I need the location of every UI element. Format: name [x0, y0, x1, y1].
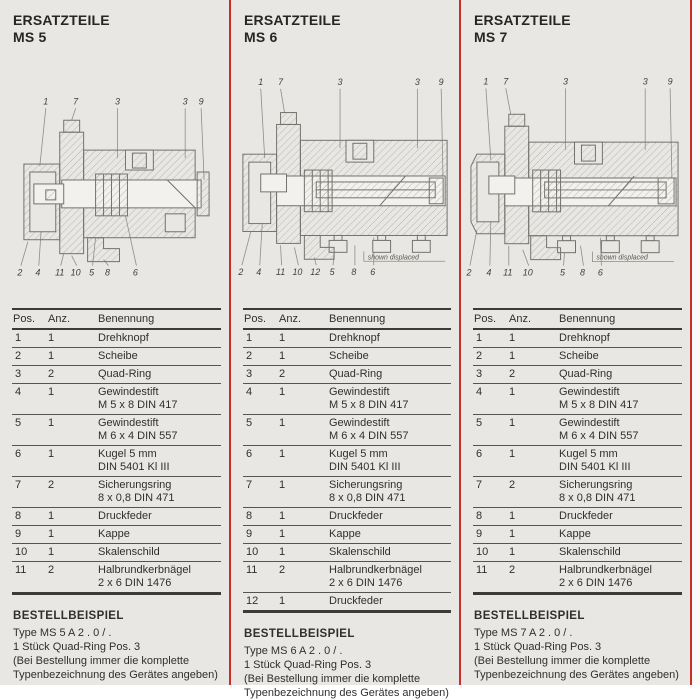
part-name: Gewindestift	[559, 417, 620, 429]
cell-benennung	[98, 526, 221, 544]
cell-benennung	[98, 366, 221, 384]
order-example-line: 1 Stück Quad-Ring Pos. 3	[244, 659, 372, 671]
displaced-note: shown displaced	[367, 254, 419, 262]
table-row	[243, 544, 451, 562]
column-ms7	[461, 0, 690, 685]
cell-anz: 1	[48, 508, 98, 526]
part-name: Drehknopf	[559, 332, 610, 344]
cell-anz: 2	[279, 562, 329, 593]
table-row	[243, 329, 451, 348]
cell-benennung	[559, 562, 682, 594]
callout-label: 1	[258, 76, 264, 87]
cell-benennung	[559, 415, 682, 446]
table-row	[473, 366, 682, 384]
cell-pos: 10	[12, 544, 48, 562]
cell-benennung	[329, 593, 451, 612]
part-spec: M 6 x 4 DIN 557	[98, 430, 178, 442]
cell-pos: 3	[473, 366, 509, 384]
cell-benennung	[559, 384, 682, 415]
part-spec: DIN 5401 Kl III	[98, 461, 170, 473]
table-header-row	[243, 309, 451, 329]
cell-anz: 1	[279, 526, 329, 544]
part-name: Kugel 5 mm	[559, 448, 618, 460]
table-row	[243, 446, 451, 477]
section-title: ERSATZTEILE	[474, 12, 571, 28]
part-spec: M 6 x 4 DIN 557	[329, 430, 409, 442]
callout-label: 11	[55, 267, 65, 278]
cross-section-body	[24, 120, 209, 261]
part-name: Halbrundkerbnägel	[98, 564, 191, 576]
callout-label: 6	[370, 267, 376, 278]
cell-benennung	[329, 446, 451, 477]
cell-anz: 1	[509, 446, 559, 477]
order-example-line: Type MS 7 A 2 . 0 / .	[474, 627, 573, 639]
col-header-anz: Anz.	[48, 309, 98, 329]
callout-label: 5	[560, 267, 566, 278]
cell-anz: 1	[509, 329, 559, 348]
cell-benennung	[329, 562, 451, 593]
section-subtitle: MS 7	[474, 29, 508, 45]
col-header-anz: Anz.	[509, 309, 559, 329]
order-example-ms6	[244, 627, 449, 700]
callout-label: 8	[351, 267, 357, 278]
column-ms6	[231, 0, 459, 699]
callout-label: 9	[438, 76, 444, 87]
table-row	[12, 329, 221, 348]
callout-label: 11	[275, 267, 286, 278]
part-spec: 2 x 6 DIN 1476	[329, 577, 403, 589]
table-row	[243, 526, 451, 544]
callout-label: 2	[238, 267, 244, 278]
callout-label: 4	[486, 267, 492, 278]
table-row	[12, 562, 221, 594]
callout-label: 6	[597, 267, 603, 278]
order-example-line: Typenbezeichnung des Gerätes angeben)	[13, 669, 218, 681]
section-header-ms7	[474, 12, 680, 46]
section-title: ERSATZTEILE	[244, 12, 341, 28]
cell-benennung	[98, 415, 221, 446]
cell-pos: 5	[473, 415, 509, 446]
part-name: Sicherungsring	[329, 479, 403, 491]
part-name: Quad-Ring	[559, 368, 613, 380]
cell-benennung	[559, 508, 682, 526]
table-row	[473, 477, 682, 508]
part-name: Gewindestift	[329, 386, 390, 398]
callout-label: 7	[73, 96, 79, 107]
cell-pos: 1	[473, 329, 509, 348]
col-header-benennung: Benennung	[559, 309, 682, 329]
technical-drawing-ms6	[231, 48, 459, 304]
callout-label: 7	[278, 76, 284, 87]
cell-benennung	[329, 384, 451, 415]
table-row	[12, 526, 221, 544]
col-header-pos: Pos.	[243, 309, 279, 329]
cell-anz: 1	[279, 508, 329, 526]
part-name: Drehknopf	[98, 332, 149, 344]
part-name: Kappe	[559, 528, 591, 540]
cell-benennung	[559, 348, 682, 366]
part-name: Gewindestift	[329, 417, 390, 429]
cell-anz: 2	[509, 366, 559, 384]
order-example-line: Type MS 5 A 2 . 0 / .	[13, 627, 112, 639]
part-name: Druckfeder	[98, 510, 152, 522]
order-example-line: Type MS 6 A 2 . 0 / .	[244, 645, 343, 657]
part-name: Quad-Ring	[329, 368, 383, 380]
cell-pos: 6	[473, 446, 509, 477]
cell-pos: 4	[243, 384, 279, 415]
cell-anz: 1	[509, 508, 559, 526]
cell-benennung	[329, 366, 451, 384]
table-header-row	[473, 309, 682, 329]
cell-pos: 6	[12, 446, 48, 477]
part-name: Kappe	[329, 528, 361, 540]
callout-label: 10	[70, 267, 81, 278]
cell-anz: 1	[279, 348, 329, 366]
part-spec: M 5 x 8 DIN 417	[98, 399, 178, 411]
cell-pos: 1	[243, 329, 279, 348]
callout-label: 3	[414, 76, 420, 87]
order-example-heading: BESTELLBEISPIEL	[474, 610, 585, 622]
cell-anz: 1	[279, 477, 329, 508]
col-header-benennung: Benennung	[329, 309, 451, 329]
callout-label: 9	[198, 96, 204, 107]
cell-pos: 11	[243, 562, 279, 593]
cell-anz: 1	[279, 415, 329, 446]
order-example-ms7	[474, 609, 680, 682]
cell-pos: 2	[473, 348, 509, 366]
callout-label: 11	[503, 267, 513, 278]
order-example-line: (Bei Bestellung immer die komplette	[244, 673, 421, 685]
section-title: ERSATZTEILE	[13, 12, 110, 28]
cell-pos: 5	[12, 415, 48, 446]
cross-section-body	[243, 113, 447, 260]
callout-label: 3	[182, 96, 188, 107]
section-subtitle: MS 6	[244, 29, 278, 45]
callout-label: 3	[337, 76, 343, 87]
cell-anz: 2	[48, 366, 98, 384]
order-example-line: (Bei Bestellung immer die komplette	[474, 655, 651, 667]
cell-anz: 1	[48, 384, 98, 415]
table-row	[12, 384, 221, 415]
cell-benennung	[559, 329, 682, 348]
table-row	[243, 384, 451, 415]
col-header-anz: Anz.	[279, 309, 329, 329]
table-row	[243, 477, 451, 508]
cell-pos: 11	[15, 564, 27, 576]
table-row	[12, 366, 221, 384]
callout-label: 3	[114, 96, 120, 107]
table-row	[473, 348, 682, 366]
part-name: Skalenschild	[559, 546, 621, 558]
displaced-note: shown displaced	[596, 254, 648, 262]
cell-anz: 1	[48, 446, 98, 477]
callout-label: 4	[35, 267, 41, 278]
order-example-line: (Bei Bestellung immer die komplette	[13, 655, 190, 667]
parts-table-ms5	[12, 308, 221, 595]
cell-pos: 9	[12, 526, 48, 544]
cell-benennung	[98, 446, 221, 477]
cell-pos: 12	[246, 595, 259, 607]
part-spec: 8 x 0,8 DIN 471	[329, 492, 406, 504]
table-row	[473, 526, 682, 544]
callout-label: 7	[503, 76, 509, 87]
section-subtitle: MS 5	[13, 29, 47, 45]
cell-benennung	[98, 508, 221, 526]
cell-pos: 7	[473, 477, 509, 508]
cell-anz: 1	[48, 415, 98, 446]
cell-pos: 8	[12, 508, 48, 526]
cell-pos: 9	[243, 526, 279, 544]
order-example-heading: BESTELLBEISPIEL	[13, 610, 124, 622]
cell-anz: 1	[279, 595, 286, 607]
part-spec: DIN 5401 Kl III	[329, 461, 401, 473]
part-name: Gewindestift	[98, 386, 159, 398]
cell-pos: 4	[473, 384, 509, 415]
table-row	[473, 415, 682, 446]
column-ms5	[0, 0, 229, 685]
cell-anz: 1	[48, 348, 98, 366]
table-row	[243, 562, 451, 593]
callout-label: 6	[132, 267, 138, 278]
cell-pos: 5	[243, 415, 279, 446]
cell-anz: 2	[279, 366, 329, 384]
table-row	[473, 544, 682, 562]
cell-anz: 1	[509, 544, 559, 562]
cell-anz: 1	[509, 348, 559, 366]
part-spec: M 5 x 8 DIN 417	[329, 399, 409, 411]
cell-anz: 1	[48, 329, 98, 348]
part-name: Gewindestift	[559, 386, 620, 398]
part-spec: DIN 5401 Kl III	[559, 461, 631, 473]
cell-benennung	[98, 562, 221, 594]
part-name: Scheibe	[329, 350, 369, 362]
technical-drawing-ms7	[461, 48, 690, 304]
cell-benennung	[329, 348, 451, 366]
cell-benennung	[559, 477, 682, 508]
part-name: Halbrundkerbnägel	[329, 564, 422, 576]
part-name: Skalenschild	[329, 546, 391, 558]
callout-label: 12	[310, 267, 321, 278]
cell-pos: 10	[473, 544, 509, 562]
section-header-ms5	[13, 12, 219, 46]
part-name: Scheibe	[559, 350, 599, 362]
col-header-pos: Pos.	[473, 309, 509, 329]
cell-anz: 1	[48, 544, 98, 562]
callout-label: 3	[563, 76, 569, 87]
part-name: Sicherungsring	[98, 479, 172, 491]
callout-label: 1	[43, 96, 49, 107]
col-header-benennung: Benennung	[98, 309, 221, 329]
order-example-line: 1 Stück Quad-Ring Pos. 3	[474, 641, 602, 653]
callout-label: 2	[17, 267, 23, 278]
order-example-heading: BESTELLBEISPIEL	[244, 628, 355, 640]
callout-label: 2	[466, 267, 472, 278]
cell-benennung	[98, 384, 221, 415]
table-row	[12, 348, 221, 366]
cell-pos: 9	[473, 526, 509, 544]
part-name: Druckfeder	[329, 510, 383, 522]
callout-label: 8	[579, 267, 585, 278]
part-spec: M 5 x 8 DIN 417	[559, 399, 639, 411]
order-example-line: Typenbezeichnung des Gerätes angeben)	[244, 687, 449, 699]
part-name: Kugel 5 mm	[329, 448, 388, 460]
cell-benennung	[329, 329, 451, 348]
section-header-ms6	[244, 12, 449, 46]
part-name: Druckfeder	[329, 595, 383, 607]
callout-label: 5	[89, 267, 95, 278]
callout-label: 3	[642, 76, 648, 87]
table-row	[12, 446, 221, 477]
part-spec: 8 x 0,8 DIN 471	[559, 492, 636, 504]
parts-table-ms6	[243, 308, 451, 613]
cell-anz: 1	[279, 329, 329, 348]
col-header-pos: Pos.	[12, 309, 48, 329]
part-name: Kappe	[98, 528, 130, 540]
table-row	[12, 508, 221, 526]
table-row	[473, 508, 682, 526]
technical-drawing-ms5	[0, 48, 229, 304]
part-name: Skalenschild	[98, 546, 160, 558]
table-row	[12, 544, 221, 562]
table-row	[473, 446, 682, 477]
part-name: Halbrundkerbnägel	[559, 564, 652, 576]
part-name: Scheibe	[98, 350, 138, 362]
cell-benennung	[98, 544, 221, 562]
part-spec: 2 x 6 DIN 1476	[559, 577, 633, 589]
cell-anz: 1	[509, 384, 559, 415]
cross-section-body	[471, 114, 678, 259]
part-spec: M 6 x 4 DIN 557	[559, 430, 639, 442]
cell-pos: 3	[12, 366, 48, 384]
part-name: Drehknopf	[329, 332, 380, 344]
cell-anz: 2	[509, 477, 559, 508]
cell-anz: 1	[279, 544, 329, 562]
callout-label: 10	[522, 267, 533, 278]
callout-label: 4	[256, 267, 262, 278]
part-name: Gewindestift	[98, 417, 159, 429]
cell-pos: 2	[12, 348, 48, 366]
cell-benennung	[559, 446, 682, 477]
table-row	[12, 477, 221, 508]
cell-benennung	[98, 348, 221, 366]
cell-pos: 7	[12, 477, 48, 508]
order-example-line: Typenbezeichnung des Gerätes angeben)	[474, 669, 679, 681]
cell-benennung	[98, 477, 221, 508]
order-example-ms5	[13, 609, 219, 682]
part-name: Sicherungsring	[559, 479, 633, 491]
table-header-row	[12, 309, 221, 329]
cell-pos: 1	[12, 329, 48, 348]
table-row	[473, 329, 682, 348]
cell-anz: 1	[509, 526, 559, 544]
table-row	[243, 348, 451, 366]
part-name: Druckfeder	[559, 510, 613, 522]
callout-label: 8	[105, 267, 111, 278]
cell-pos: 2	[243, 348, 279, 366]
cell-anz: 1	[509, 415, 559, 446]
callout-label: 9	[667, 76, 673, 87]
cell-benennung	[329, 526, 451, 544]
table-row	[473, 384, 682, 415]
cell-anz: 1	[279, 384, 329, 415]
cell-benennung	[329, 415, 451, 446]
part-spec: 8 x 0,8 DIN 471	[98, 492, 175, 504]
cell-pos: 8	[473, 508, 509, 526]
callout-label: 1	[483, 76, 489, 87]
table-row	[243, 593, 451, 612]
part-name: Quad-Ring	[98, 368, 152, 380]
table-row	[243, 366, 451, 384]
cell-benennung	[329, 508, 451, 526]
table-row	[473, 562, 682, 594]
page-right-margin	[692, 0, 700, 685]
cell-anz: 1	[279, 446, 329, 477]
cell-benennung	[559, 526, 682, 544]
cell-pos: 10	[243, 544, 279, 562]
callout-label: 10	[292, 267, 303, 278]
cell-pos: 11	[476, 564, 488, 576]
cell-anz: 2	[509, 564, 516, 576]
cell-benennung	[329, 477, 451, 508]
order-example-line: 1 Stück Quad-Ring Pos. 3	[13, 641, 141, 653]
cell-benennung	[329, 544, 451, 562]
table-row	[243, 415, 451, 446]
part-spec: 2 x 6 DIN 1476	[98, 577, 172, 589]
callout-label: 5	[329, 267, 335, 278]
cell-anz: 1	[48, 526, 98, 544]
table-row	[243, 508, 451, 526]
table-row	[12, 415, 221, 446]
cell-pos: 3	[243, 366, 279, 384]
cell-pos: 4	[12, 384, 48, 415]
cell-anz: 2	[48, 477, 98, 508]
parts-table-ms7	[473, 308, 682, 595]
cell-pos: 7	[243, 477, 279, 508]
part-name: Kugel 5 mm	[98, 448, 157, 460]
cell-benennung	[559, 544, 682, 562]
cell-anz: 2	[48, 564, 55, 576]
cell-pos: 8	[243, 508, 279, 526]
cell-benennung	[98, 329, 221, 348]
cell-pos: 6	[243, 446, 279, 477]
cell-benennung	[559, 366, 682, 384]
